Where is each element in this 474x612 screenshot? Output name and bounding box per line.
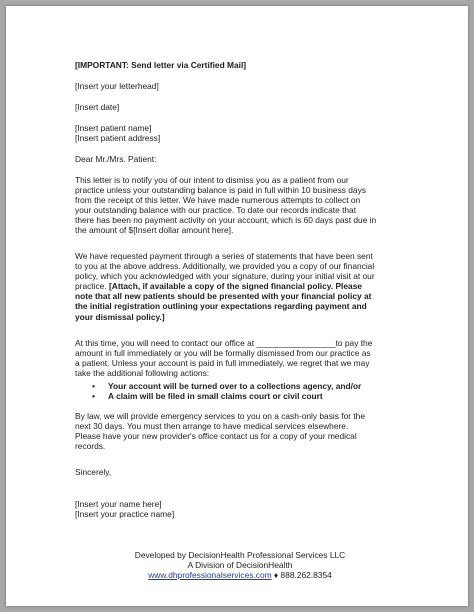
letterhead-placeholder: [Insert your letterhead] [75,81,159,91]
footer-developer: Developed by DecisionHealth Professional Services LLC [134,550,346,560]
footer-division: A Division of DecisionHealth [187,560,293,570]
signer-name-placeholder: [Insert your name here] [75,499,162,509]
bullet-icon: • [92,391,95,402]
salutation: Dear Mr./Mrs. Patient: [75,154,157,164]
footer-contact [75,570,405,580]
bullet-court-claim: A claim will be filed in small claims court or civil court [108,391,323,402]
closing: Sincerely, [75,467,112,477]
list-item [92,391,412,401]
letter-page [6,6,468,606]
list-item [92,381,412,391]
paragraph-notice: This letter is to notify you of our intent to dismiss you as a patient from our practice unless your outstanding balance is paid in full within 10 business days from the receipt of this letter. We have made numerous attempts to collect on your outstanding balance with our practice. To date our records indicate that there has been no payment activity on your account, which is 60 days past due in the amount of $[Insert dollar amount here]. [75,175,377,236]
certified-mail-note: [IMPORTANT: Send letter via Certified Mail] [75,60,247,70]
bullet-icon: • [92,381,95,391]
patient-address-placeholder: [Insert patient address] [75,133,161,143]
financial-policy-instruction: [Attach, if available a copy of the signed financial policy. Please note that all new patients should be presented with your financial policy at the initial registration outlining your expectations regarding payment and your dismissal policy.] [75,281,372,322]
diamond-separator: ♦ [271,570,281,580]
paragraph-contact-office: At this time, you will need to contact our office at _________________to pay the amount in full immediately or you will be formally dismissed from our practice as a patient. Unless your account is paid in full immediately, we regret that we may take the additional following actions: [75,338,373,379]
paragraph-emergency-services: By law, we will provide emergency services to you on a cash-only basis for the next 30 days. You must then arrange to have medical services elsewhere. Please have your new provider's office contact us for a copy of your medical records. [75,411,365,452]
patient-name-placeholder: [Insert patient name] [75,123,152,133]
date-placeholder: [Insert date] [75,102,120,112]
paragraph-payment-requests-text: We have requested payment through a series of statements that have been sent to you at the above address. Additionally, we provided you a copy of our financial policy, which you acknowledged with your signature, during your initial visit at our practice. [75,251,375,292]
bullet-collections: Your account will be turned over to a collections agency, and/or [108,381,362,391]
website-link[interactable]: www.dhprofessionalservices.com [148,570,272,580]
paragraph-payment-requests [75,251,420,322]
phone-number: 888.262.8354 [280,570,332,580]
actions-list [92,381,412,401]
signer-practice-placeholder: [Insert your practice name] [75,509,175,519]
